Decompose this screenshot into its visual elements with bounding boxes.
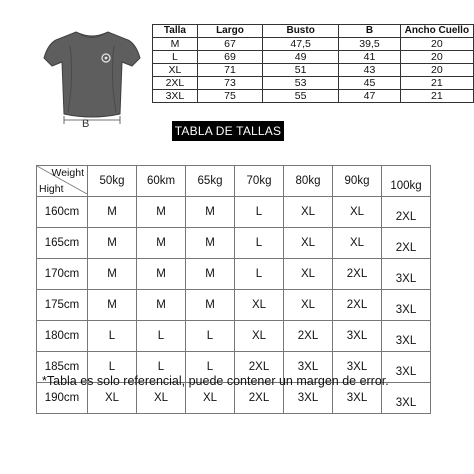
size-cell [186,197,235,228]
size-value: XL [251,330,267,342]
weight-label: 70kg [246,175,272,187]
size-cell [382,228,431,259]
size-value: 3XL [395,304,417,316]
size-grid-row [37,321,431,352]
measurement-cell: 43 [339,64,400,77]
measurement-cell: 67 [197,38,262,51]
height-label: 180cm [37,321,88,352]
size-value: M [107,268,117,280]
size-cell [284,197,333,228]
height-label: 160cm [37,197,88,228]
size-value: XL [349,206,365,218]
size-value: M [156,237,166,249]
size-cell [186,321,235,352]
measurement-cell: 21 [400,77,473,90]
weight-header [186,166,235,197]
measurement-cell: 20 [400,64,473,77]
size-value: 2XL [395,242,417,254]
header-largo: Largo [197,25,262,38]
size-cell [88,321,137,352]
size-value: 2XL [346,268,368,280]
size-cell [235,321,284,352]
tshirt-icon [40,26,144,126]
size-value: 3XL [395,273,417,285]
header-ancho-cuello: Ancho Cuello [400,25,473,38]
size-cell [333,228,382,259]
size-cell [88,228,137,259]
size-cell [137,228,186,259]
size-value: 3XL [346,392,368,404]
footnote: *Tabla es solo referencial, puede contener un margen de error. [42,374,389,388]
height-label: 165cm [37,228,88,259]
weight-label: 65kg [197,175,223,187]
size-cell [284,228,333,259]
size-value: 2XL [297,330,319,342]
size-value: M [205,237,215,249]
weight-label: 80kg [295,175,321,187]
dimension-b-label: B [82,118,90,130]
measurement-header-row [153,25,474,38]
measurement-cell: 20 [400,51,473,64]
weight-label: 90kg [344,175,370,187]
size-value: 2XL [395,211,417,223]
grid-header-row [37,166,431,197]
size-cell [235,259,284,290]
size-value: XL [300,237,316,249]
weight-header [88,166,137,197]
size-value: 2XL [248,361,270,373]
measurement-cell: 20 [400,38,473,51]
size-cell [284,259,333,290]
size-cell [333,259,382,290]
measurement-cell: 47 [339,90,400,103]
size-cell [382,321,431,352]
size-cell [235,290,284,321]
size-value: M [156,206,166,218]
measurement-row [153,38,474,51]
size-value: M [156,299,166,311]
size-value: L [206,361,214,373]
size-cell [333,290,382,321]
measurement-cell: 21 [400,90,473,103]
size-value: M [205,268,215,280]
measurement-cell: 53 [263,77,339,90]
measurement-table [152,24,474,103]
size-cell [382,259,431,290]
measurement-cell: 49 [263,51,339,64]
size-cell [186,290,235,321]
size-value: XL [300,299,316,311]
size-value: L [255,237,263,249]
size-value: 3XL [297,361,319,373]
measurement-cell: 71 [197,64,262,77]
size-value: XL [300,268,316,280]
measurement-cell: 69 [197,51,262,64]
measurement-cell: 47,5 [263,38,339,51]
corner-height-label: Hight [39,183,64,195]
size-grid-row [37,197,431,228]
size-value: M [205,299,215,311]
size-cell [137,197,186,228]
size-value: M [205,206,215,218]
size-value: M [107,237,117,249]
size-cell [382,290,431,321]
size-value: 3XL [395,366,417,378]
size-grid-row [37,290,431,321]
size-value: 3XL [297,392,319,404]
weight-header [333,166,382,197]
weight-label: 50kg [99,175,125,187]
size-cell [137,259,186,290]
height-label: 175cm [37,290,88,321]
measurement-row [153,90,474,103]
size-value: M [156,268,166,280]
size-cell [186,259,235,290]
weight-label: 60km [146,175,176,187]
corner-weight-label: Weight [51,167,84,179]
size-value: XL [300,206,316,218]
size-grid-row [37,228,431,259]
size-cell [88,259,137,290]
measurement-row [153,51,474,64]
size-cell [186,228,235,259]
measurement-cell: 41 [339,51,400,64]
size-value: L [157,330,165,342]
size-value: 2XL [248,392,270,404]
size-value: XL [349,237,365,249]
header-b: B [339,25,400,38]
size-value: 3XL [395,397,417,409]
size-value: XL [202,392,218,404]
size-value: L [108,330,116,342]
header-busto: Busto [263,25,339,38]
weight-header [235,166,284,197]
measurement-cell: XL [153,64,198,77]
header-talla: Talla [153,25,198,38]
size-cell [333,197,382,228]
size-chart-title: TABLA DE TALLAS [172,121,284,141]
size-value: L [157,361,165,373]
measurement-cell: L [153,51,198,64]
grid-corner-cell [37,166,88,197]
size-cell [382,352,431,383]
size-value: 3XL [346,361,368,373]
weight-header [137,166,186,197]
size-value: XL [251,299,267,311]
size-grid-row [37,259,431,290]
size-value: 3XL [346,330,368,342]
size-value: L [255,206,263,218]
size-cell [333,321,382,352]
measurement-cell: 3XL [153,90,198,103]
size-value: M [107,299,117,311]
size-value: L [206,330,214,342]
height-label: 170cm [37,259,88,290]
measurement-cell: 2XL [153,77,198,90]
size-cell [284,290,333,321]
size-value: XL [153,392,169,404]
size-cell [235,228,284,259]
size-cell [284,321,333,352]
size-cell [382,197,431,228]
size-value: XL [104,392,120,404]
size-cell [88,197,137,228]
measurement-cell: 51 [263,64,339,77]
weight-header [382,166,431,197]
tshirt-illustration [40,26,144,136]
size-cell [88,290,137,321]
height-label: 190cm [37,383,88,414]
weight-label: 100kg [390,180,422,192]
height-label: 185cm [37,352,88,383]
measurement-cell: 55 [263,90,339,103]
measurement-cell: 75 [197,90,262,103]
measurement-cell: M [153,38,198,51]
size-value: 2XL [346,299,368,311]
size-value: L [255,268,263,280]
width-dimension-line [40,114,144,128]
size-cell [235,197,284,228]
measurement-cell: 39,5 [339,38,400,51]
measurement-row [153,77,474,90]
measurement-cell: 73 [197,77,262,90]
size-value: L [108,361,116,373]
size-value: M [107,206,117,218]
size-cell [137,321,186,352]
weight-header [284,166,333,197]
size-cell [137,290,186,321]
measurement-cell: 45 [339,77,400,90]
size-value: 3XL [395,335,417,347]
measurement-row [153,64,474,77]
size-cell [382,383,431,414]
